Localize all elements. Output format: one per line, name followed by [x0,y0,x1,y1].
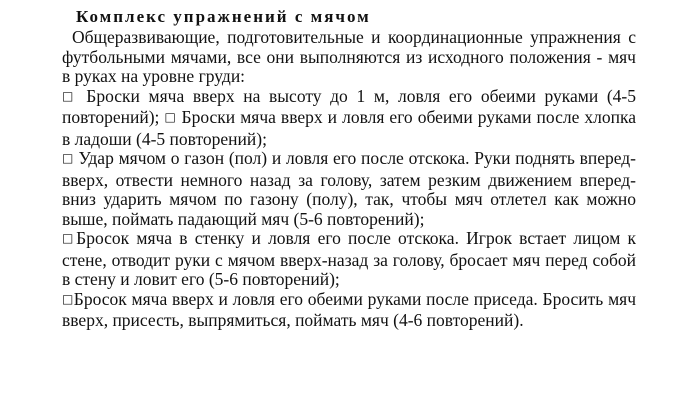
list-item-squat [62,290,636,331]
document-page [62,6,636,331]
document-heading: Комплекс упражнений с мячом [76,7,371,26]
list-item-text: Броски мяча вверх на высоту до 1 м, ловля его обеими руками (4-5 повторений); [62,85,636,127]
list-item-text: Бросок мяча в стенку и ловля его после отскока. Игрок встает лицом к стене, отводит руки с мячом вверх-назад за голову, бросает мяч перед собой в стену и ловит его (5-6 повторений); [62,228,636,289]
checkbox-bullet-icon: □ [62,151,74,165]
list-item-text: Бросок мяча вверх и ловля его обеими руками после приседа. Бросить мяч вверх, присесть, выпрямиться, поймать мяч (4-6 повторений). [62,288,636,330]
checkbox-bullet-icon: □ [62,231,77,245]
list-item-text: Броски мяча вверх и ловля его обеими руками после хлопка в ладоши (4-5 повторений); [62,107,636,149]
list-item-text: Удар мячом о газон (пол) и ловля его после отскока. Руки поднять вперед-вверх, отвести немного назад за голову, затем резким движением вперед-вниз ударить мячом по газону (полу), так, чтобы мяч отлетел как можно выше, поймать падающий мяч (5-6 повторений); [62,148,637,229]
list-item-bounce [62,149,636,229]
checkbox-bullet-icon: □ [62,88,78,103]
checkbox-bullet-icon: □ [62,291,74,306]
intro-paragraph: Общеразвивающие, подготовительные и координационные упражнения с футбольными мячами, все они выполняются из исходного положения - мяч в руках на уровне груди: [62,27,636,86]
checkbox-bullet-icon: □ [164,110,177,124]
list-item-wall [62,229,636,290]
list-item-throws [62,87,636,150]
